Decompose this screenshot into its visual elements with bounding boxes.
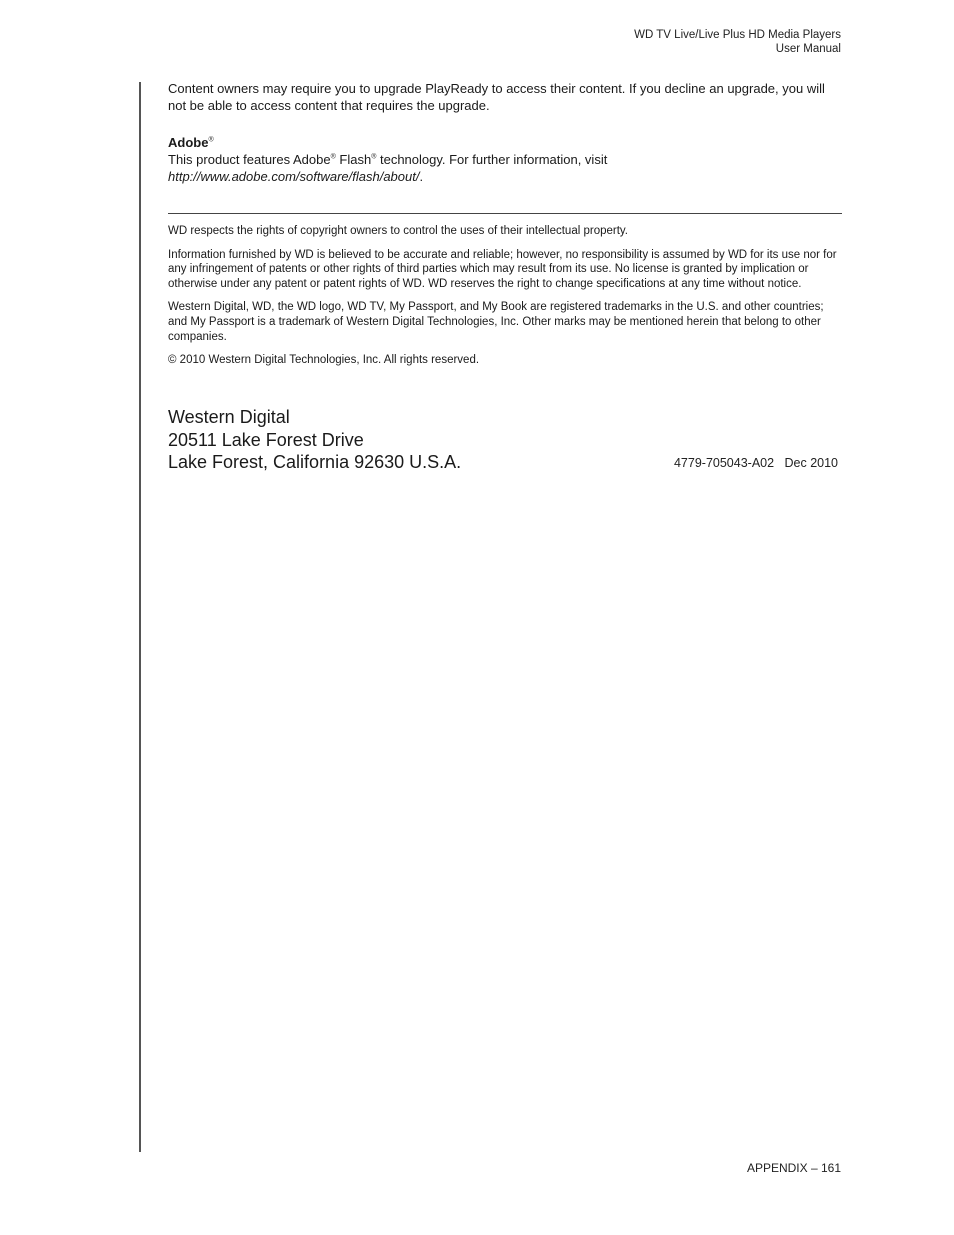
margin-rule bbox=[139, 82, 141, 1152]
section-divider bbox=[168, 213, 842, 214]
adobe-paragraph bbox=[168, 151, 842, 185]
company-address bbox=[168, 406, 461, 474]
adobe-text-part: This product features Adobe bbox=[168, 152, 331, 167]
registered-mark: ® bbox=[208, 136, 214, 144]
adobe-text-part: . bbox=[419, 169, 424, 184]
legal-trademarks: Western Digital, WD, the WD logo, WD TV, My Passport, and My Book are registered trademarks in the U.S. and other countries; and My Passport is a trademark of Western Digital Technologies, Inc. Other marks may be mentioned herein that belong to other companies. bbox=[168, 301, 824, 343]
playready-paragraph: Content owners may require you to upgrade PlayReady to access their content. If you decline an upgrade, you will not be able to access content that requires the upgrade. bbox=[168, 81, 825, 113]
adobe-heading-text: Adobe bbox=[168, 135, 209, 150]
header-manual-label: User Manual bbox=[775, 43, 841, 55]
registered-mark: ® bbox=[330, 153, 336, 161]
adobe-url-link[interactable]: http://www.adobe.com/software/flash/about/ bbox=[168, 169, 420, 184]
registered-mark: ® bbox=[371, 153, 377, 161]
legal-copyright-respect: WD respects the rights of copyright owners to control the uses of their intellectual property. bbox=[168, 225, 628, 237]
address-company: Western Digital bbox=[168, 407, 290, 427]
adobe-text-part: Flash bbox=[335, 152, 372, 167]
address-city: Lake Forest, California 92630 U.S.A. bbox=[168, 452, 462, 472]
header-product-title: WD TV Live/Live Plus HD Media Players bbox=[634, 29, 841, 41]
legal-disclaimer: Information furnished by WD is believed to be accurate and reliable; however, no responsibility is assumed by WD for its use nor for any infringement of patents or other rights of third parties which may result from its use. No license is granted by implication or otherwise under any patent or patent rights of WD. WD reserves the right to change specifications at any time without notice. bbox=[168, 248, 837, 290]
adobe-text-part: technology. For further information, visit bbox=[376, 152, 608, 167]
running-header bbox=[634, 28, 841, 56]
address-street: 20511 Lake Forest Drive bbox=[168, 429, 364, 450]
document-number: 4779-705043-A02 Dec 2010 bbox=[673, 456, 838, 470]
adobe-heading bbox=[168, 135, 842, 151]
page-footer: APPENDIX – 161 bbox=[746, 1161, 841, 1175]
page-content bbox=[168, 80, 842, 377]
legal-copyright: © 2010 Western Digital Technologies, Inc. All rights reserved. bbox=[168, 354, 480, 367]
